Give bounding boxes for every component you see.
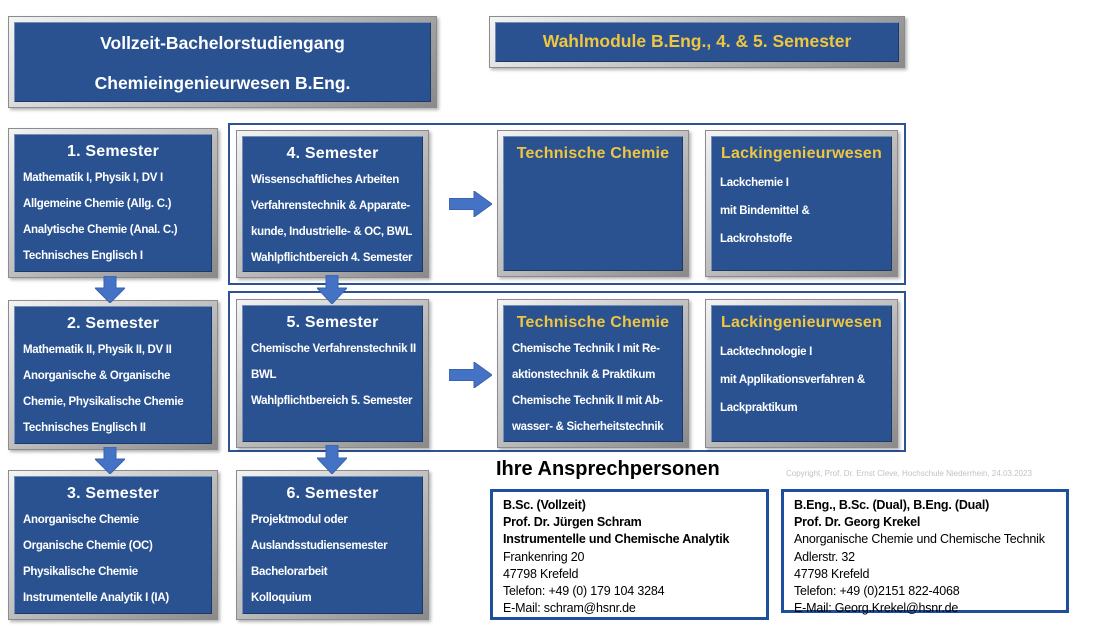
elective-tech-chemie-5-title: Technische Chemie [516, 314, 670, 331]
electives-title-box [489, 16, 905, 68]
semester-2-box [8, 300, 218, 450]
course-item: mit Bindemittel & [720, 205, 810, 217]
contact-line: Telefon: +49 (0)2151 822-4068 [794, 584, 960, 599]
course-item: Lackpraktikum [720, 402, 798, 414]
course-item: wasser- & Sicherheitstechnik [512, 421, 664, 433]
course-item: Wahlpflichtbereich 5. Semester [251, 395, 413, 407]
contact-line: Anorganische Chemie und Chemische Technik [794, 532, 1045, 547]
semester-1-title: 1. Semester [66, 143, 160, 160]
contact-line: Instrumentelle und Chemische Analytik [503, 532, 730, 547]
course-item: Mathematik II, Physik II, DV II [23, 344, 172, 356]
course-item: Lackrohstoffe [720, 233, 793, 245]
elective-tech-chemie-4-box [497, 130, 689, 277]
course-item: Anorganische Chemie [23, 514, 139, 526]
elective-lack-4-title: Lackingenieurwesen [721, 145, 882, 162]
semester-4-title: 4. Semester [286, 145, 379, 162]
semester-5-box [236, 299, 429, 448]
contact-card-schram [490, 489, 769, 620]
electives-title: Wahlmodule B.Eng., 4. & 5. Semester [542, 31, 852, 51]
contact-line: 47798 Krefeld [794, 566, 870, 581]
copyright-note: Copyright, Prof. Dr. Ernst Cleve, Hochschule Niederrhein, 24.03.2023 [786, 469, 1032, 478]
course-item: Chemische Verfahrenstechnik II [251, 343, 416, 355]
elective-lack-4-box [705, 130, 898, 277]
arrow-right-icon [449, 191, 492, 217]
course-item: Allgemeine Chemie (Allg. C.) [23, 198, 172, 210]
semester-6-title: 6. Semester [286, 485, 379, 502]
course-item: Chemische Technik II mit Ab- [512, 395, 663, 407]
arrow-down-icon [95, 276, 125, 303]
course-item: Lackchemie I [720, 177, 789, 189]
course-item: Mathematik I, Physik I, DV I [23, 172, 163, 184]
contact-line: Adlerstr. 32 [794, 549, 855, 564]
course-item: mit Applikationsverfahren & [720, 374, 865, 386]
program-title-line1: Vollzeit-Bachelorstudiengang [100, 33, 345, 53]
course-item: BWL [251, 369, 277, 381]
semester-4-box [236, 130, 429, 278]
course-item: Bachelorarbeit [251, 566, 328, 578]
contact-email: E-Mail: schram@hsnr.de [503, 601, 636, 616]
contact-line: Frankenring 20 [503, 549, 585, 564]
course-item: Organische Chemie (OC) [23, 540, 153, 552]
program-title-line2: Chemieingenieurwesen B.Eng. [94, 73, 351, 93]
arrow-down-icon [317, 275, 347, 304]
course-item: Wissenschaftliches Arbeiten [251, 174, 399, 186]
contact-line: Prof. Dr. Jürgen Schram [503, 515, 642, 530]
contacts-heading: Ihre Ansprechpersonen [496, 458, 720, 480]
course-item: Auslandsstudiensemester [251, 540, 388, 552]
contact-line: 47798 Krefeld [503, 566, 579, 581]
course-item: Projektmodul oder [251, 514, 348, 526]
arrow-right-icon [449, 362, 492, 388]
arrow-down-icon [317, 445, 347, 474]
semester-2-title: 2. Semester [66, 315, 160, 332]
course-item: Physikalische Chemie [23, 566, 138, 578]
course-item: kunde, Industrielle- & OC, BWL [251, 226, 412, 238]
course-item: Anorganische & Organische [23, 370, 171, 382]
semester-3-box [8, 470, 218, 620]
course-item: Wahlpflichtbereich 4. Semester [251, 252, 413, 264]
elective-lack-5-box [705, 299, 898, 448]
course-item: Chemie, Physikalische Chemie [23, 396, 184, 408]
course-item: Instrumentelle Analytik I (IA) [23, 592, 169, 604]
course-item: Chemische Technik I mit Re- [512, 343, 660, 355]
course-item: Lacktechnologie I [720, 346, 813, 358]
semester-1-box [8, 128, 218, 278]
contact-line: B.Eng., B.Sc. (Dual), B.Eng. (Dual) [794, 498, 990, 512]
semester-3-title: 3. Semester [66, 485, 160, 502]
program-title-box [8, 16, 437, 108]
course-item: Kolloquium [251, 592, 312, 604]
course-item: Verfahrenstechnik & Apparate- [251, 200, 410, 212]
contact-line: Telefon: +49 (0) 179 104 3284 [503, 584, 665, 599]
elective-tech-chemie-4-title: Technische Chemie [516, 145, 670, 162]
contact-line: B.Sc. (Vollzeit) [503, 498, 586, 512]
course-item: Technisches Englisch I [23, 250, 143, 262]
elective-tech-chemie-5-box [497, 299, 689, 448]
semester-6-box [236, 470, 429, 620]
course-item: Analytische Chemie (Anal. C.) [23, 224, 178, 236]
course-item: aktionstechnik & Praktikum [512, 369, 656, 381]
course-item: Technisches Englisch II [23, 422, 146, 434]
contact-line: Prof. Dr. Georg Krekel [794, 515, 921, 530]
contact-email: E-Mail: Georg.Krekel@hsnr.de [794, 601, 959, 616]
contact-card-krekel [781, 489, 1069, 616]
arrow-down-icon [95, 447, 125, 474]
semester-5-title: 5. Semester [286, 314, 379, 331]
elective-lack-5-title: Lackingenieurwesen [721, 314, 882, 331]
